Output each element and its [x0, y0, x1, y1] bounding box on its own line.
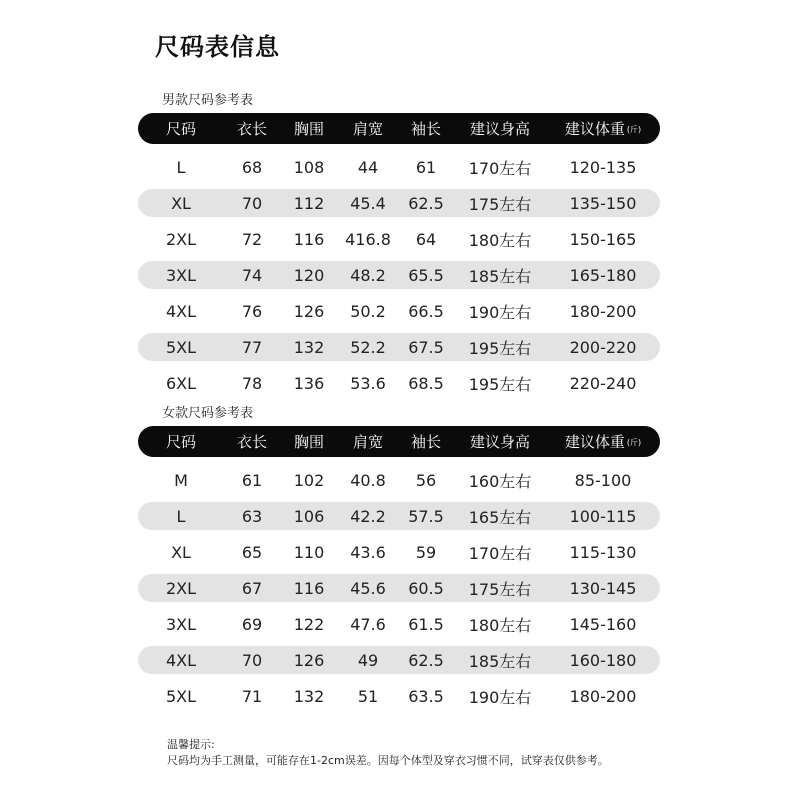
header-cell: [398, 431, 454, 452]
table-cell: 43.6: [350, 542, 386, 562]
table-cell: 190左右: [468, 687, 532, 707]
men-section-title: 男款尺码参考表: [162, 93, 254, 108]
header-cell: [224, 118, 280, 139]
table-cell: 126: [293, 650, 325, 670]
table-cell: 180左右: [468, 230, 532, 250]
table-cell: 122: [293, 614, 325, 634]
table-cell: 67.5: [408, 337, 444, 357]
table-cell: 112: [293, 193, 325, 213]
table-cell: 70: [241, 193, 263, 213]
header-label: 建议身高: [469, 120, 530, 138]
table-cell: 77: [241, 337, 263, 357]
table-cell: 3XL: [165, 265, 197, 285]
table-cell: 165左右: [468, 507, 532, 527]
table-cell: 67: [241, 578, 263, 598]
table-cell: 50.2: [350, 301, 386, 321]
table-cell: 52.2: [350, 337, 386, 357]
header-cell: [138, 431, 224, 452]
table-cell: 85-100: [574, 470, 632, 490]
header-cell: [454, 431, 546, 452]
header-label: 尺码: [165, 120, 196, 138]
header-label: 衣长: [236, 120, 267, 138]
header-cell: [454, 118, 546, 139]
table-cell: 74: [241, 265, 263, 285]
table-cell: 180-200: [569, 301, 637, 321]
table-cell: L: [176, 506, 186, 526]
table-cell: 56: [415, 470, 437, 490]
table-cell: 170左右: [468, 543, 532, 563]
table-cell: 195左右: [468, 374, 532, 394]
table-row: [138, 502, 660, 530]
women-size-table: [138, 426, 660, 718]
table-row: [138, 646, 660, 674]
table-cell: 116: [293, 229, 325, 249]
header-label: 建议身高: [469, 433, 530, 451]
header-cell: [398, 118, 454, 139]
table-cell: 63: [241, 506, 263, 526]
header-label: 肩宽: [352, 120, 383, 138]
table-cell: 130-145: [569, 578, 637, 598]
weight-unit: (斤): [626, 438, 642, 447]
table-cell: 6XL: [165, 373, 197, 393]
table-cell: 132: [293, 686, 325, 706]
header-cell: [280, 118, 338, 139]
table-cell: 126: [293, 301, 325, 321]
table-cell: 416.8: [345, 229, 391, 249]
table-cell: 200-220: [569, 337, 637, 357]
table-row: [138, 189, 660, 217]
weight-unit: (斤): [626, 125, 642, 134]
header-label: 胸围: [293, 433, 324, 451]
table-cell: 44: [357, 157, 379, 177]
table-row: [138, 466, 660, 494]
header-cell: [546, 118, 660, 139]
table-cell: 57.5: [408, 506, 444, 526]
table-cell: 42.2: [350, 506, 386, 526]
table-cell: 5XL: [165, 686, 197, 706]
table-cell: 100-115: [569, 506, 637, 526]
header-label: 尺码: [165, 433, 196, 451]
table-header-row: [138, 113, 660, 144]
table-cell: 132: [293, 337, 325, 357]
table-cell: 160左右: [468, 471, 532, 491]
women-section-title: 女款尺码参考表: [162, 406, 254, 421]
table-cell: 68: [241, 157, 263, 177]
header-cell: [546, 431, 660, 452]
table-row: [138, 538, 660, 566]
table-cell: 116: [293, 578, 325, 598]
table-cell: 4XL: [165, 301, 197, 321]
table-cell: 62.5: [408, 650, 444, 670]
table-cell: 135-150: [569, 193, 637, 213]
table-cell: XL: [171, 193, 191, 213]
table-cell: 59: [415, 542, 437, 562]
table-cell: 53.6: [350, 373, 386, 393]
table-cell: 180-200: [569, 686, 637, 706]
table-row: [138, 682, 660, 710]
table-cell: 180左右: [468, 615, 532, 635]
note-body: 尺码均为手工测量，可能存在1-2cm误差。因每个体型及穿衣习惯不同，试穿表仅供参考。: [167, 754, 609, 767]
table-cell: 69: [241, 614, 263, 634]
table-cell: 2XL: [165, 229, 197, 249]
table-cell: 64: [415, 229, 437, 249]
table-cell: 102: [293, 470, 325, 490]
table-cell: 175左右: [468, 194, 532, 214]
table-row: [138, 297, 660, 325]
header-label: 衣长: [236, 433, 267, 451]
table-cell: 5XL: [165, 337, 197, 357]
table-cell: 71: [241, 686, 263, 706]
header-cell: [138, 118, 224, 139]
table-cell: 3XL: [165, 614, 197, 634]
table-cell: 66.5: [408, 301, 444, 321]
table-cell: 160-180: [569, 650, 637, 670]
table-row: [138, 369, 660, 397]
table-cell: 220-240: [569, 373, 637, 393]
table-cell: 47.6: [350, 614, 386, 634]
table-cell: 110: [293, 542, 325, 562]
table-cell: 170左右: [468, 158, 532, 178]
table-cell: 78: [241, 373, 263, 393]
header-cell: [224, 431, 280, 452]
table-cell: 185左右: [468, 266, 532, 286]
table-cell: 51: [357, 686, 379, 706]
table-cell: 65.5: [408, 265, 444, 285]
table-cell: 40.8: [350, 470, 386, 490]
table-header-row: [138, 426, 660, 457]
table-row: [138, 610, 660, 638]
table-cell: 61: [241, 470, 263, 490]
table-cell: 175左右: [468, 579, 532, 599]
table-cell: 68.5: [408, 373, 444, 393]
table-cell: 136: [293, 373, 325, 393]
table-row: [138, 333, 660, 361]
table-row: [138, 153, 660, 181]
table-cell: 150-165: [569, 229, 637, 249]
header-label: 肩宽: [352, 433, 383, 451]
table-row: [138, 261, 660, 289]
page-title: 尺码表信息: [155, 33, 280, 61]
table-cell: 2XL: [165, 578, 197, 598]
table-cell: 185左右: [468, 651, 532, 671]
header-label: 袖长: [410, 120, 441, 138]
table-cell: 48.2: [350, 265, 386, 285]
table-cell: 61: [415, 157, 437, 177]
note-heading: 温馨提示:: [167, 738, 215, 751]
table-cell: 145-160: [569, 614, 637, 634]
men-size-table: [138, 113, 660, 405]
header-label: 建议体重: [564, 433, 625, 451]
table-cell: 61.5: [408, 614, 444, 634]
table-cell: 63.5: [408, 686, 444, 706]
table-cell: 65: [241, 542, 263, 562]
table-cell: 62.5: [408, 193, 444, 213]
header-cell: [338, 118, 398, 139]
table-cell: 115-130: [569, 542, 637, 562]
table-cell: 108: [293, 157, 325, 177]
table-cell: L: [176, 157, 186, 177]
table-cell: 190左右: [468, 302, 532, 322]
table-cell: 72: [241, 229, 263, 249]
table-cell: 120: [293, 265, 325, 285]
table-cell: 45.4: [350, 193, 386, 213]
table-cell: XL: [171, 542, 191, 562]
table-cell: 49: [357, 650, 379, 670]
table-cell: 4XL: [165, 650, 197, 670]
table-row: [138, 574, 660, 602]
header-cell: [280, 431, 338, 452]
table-cell: 60.5: [408, 578, 444, 598]
table-cell: 45.6: [350, 578, 386, 598]
table-cell: 120-135: [569, 157, 637, 177]
table-cell: 70: [241, 650, 263, 670]
header-label: 袖长: [410, 433, 441, 451]
header-label: 胸围: [293, 120, 324, 138]
table-cell: 165-180: [569, 265, 637, 285]
table-cell: M: [174, 470, 188, 490]
table-row: [138, 225, 660, 253]
header-label: 建议体重: [564, 120, 625, 138]
table-cell: 76: [241, 301, 263, 321]
header-cell: [338, 431, 398, 452]
table-cell: 195左右: [468, 338, 532, 358]
table-cell: 106: [293, 506, 325, 526]
